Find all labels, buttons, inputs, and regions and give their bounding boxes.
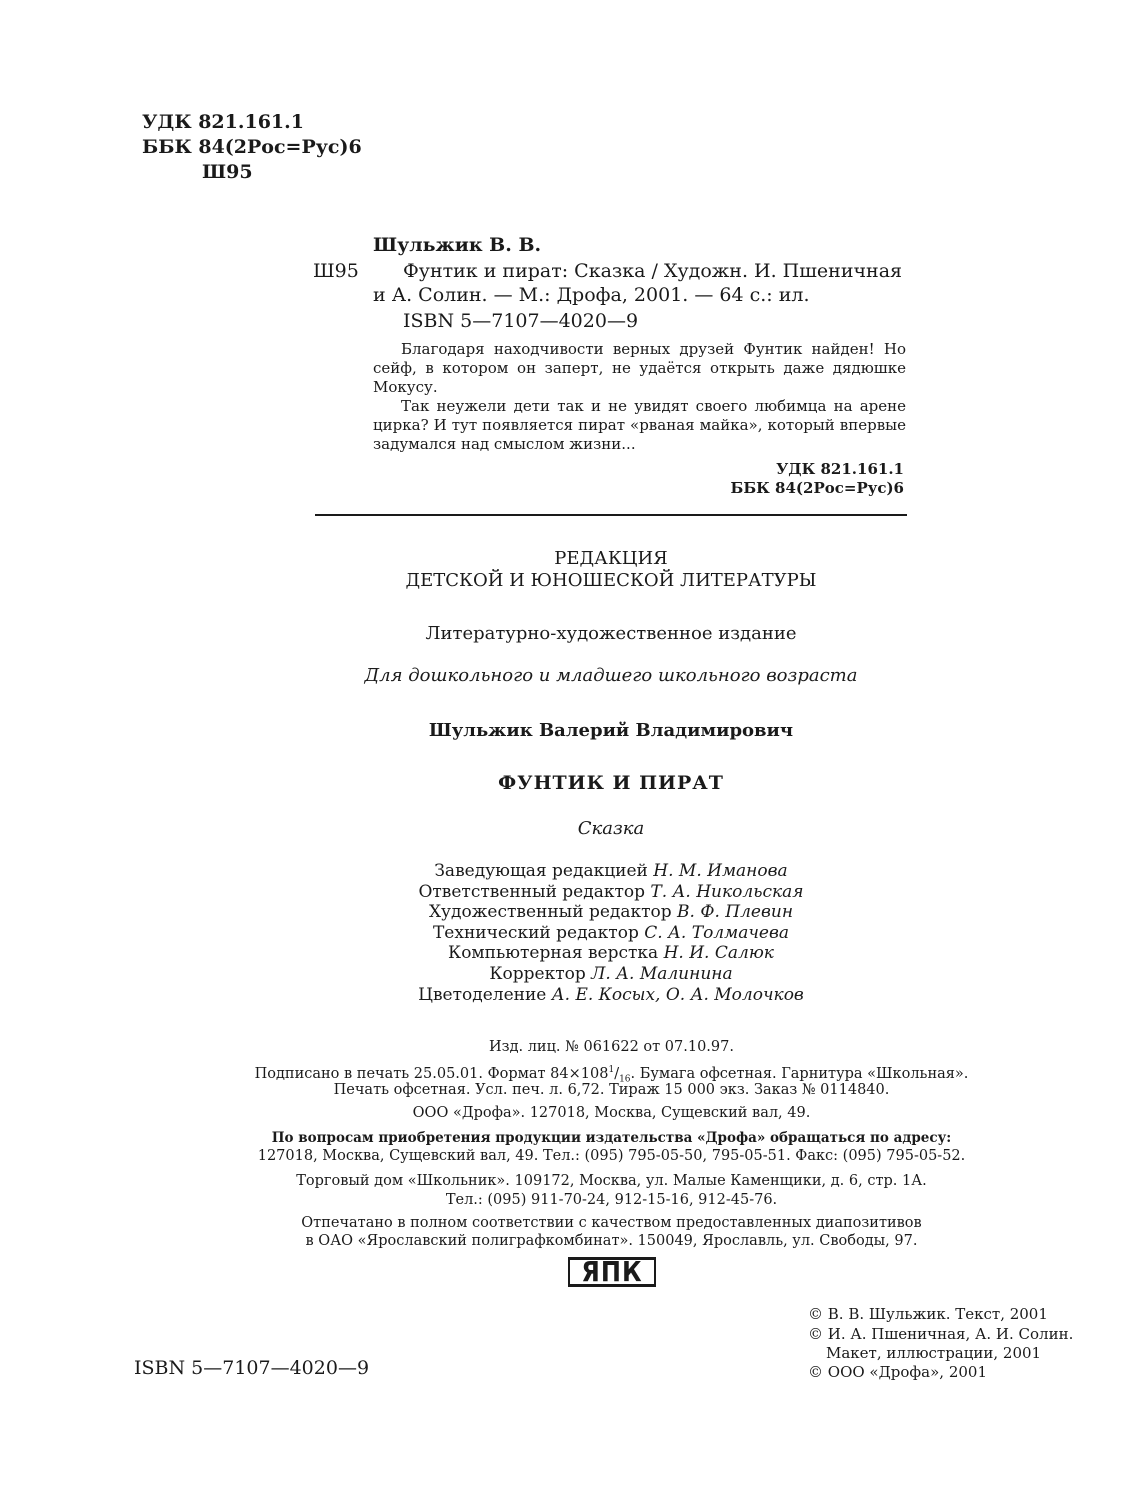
credit-row: Заведующая редакцией Н. М. Иманова (434, 861, 788, 881)
printer-logo: ЯПК (568, 1257, 656, 1287)
bib-author: Шульжик В. В. (373, 234, 542, 256)
inquiry-line-2: 127018, Москва, Сущевский вал, 49. Тел.: (095) 795-05-50, 795-05-51. Факс: (095) 795-05-52. (257, 1148, 966, 1164)
udk-code: УДК 821.161.1 (142, 111, 304, 133)
license-line: Изд. лиц. № 061622 от 07.10.97. (489, 1039, 734, 1055)
author-sign: Ш95 (202, 161, 253, 183)
credit-row: Корректор Л. А. Малинина (489, 963, 733, 984)
bib-isbn: ISBN 5—7107—4020—9 (403, 310, 639, 332)
bib-title-line2: и А. Солин. — М.: Дрофа, 2001. — 64 с.: ил. (373, 284, 810, 306)
edition-audience: Для дошкольного и младшего школьного возраста (364, 665, 858, 686)
bbk-code: ББК 84(2Рос=Рус)6 (142, 136, 362, 158)
printed-line-2: в ОАО «Ярославский полиграфкомбинат». 150049, Ярославль, ул. Свободы, 97. (305, 1233, 918, 1249)
print-line: Печать офсетная. Усл. печ. л. 6,72. Тираж 15 000 экз. Заказ № 0114840. (333, 1082, 890, 1098)
book-genre: Сказка (577, 818, 645, 839)
bib-bbk: ББК 84(2Рос=Рус)6 (730, 479, 904, 497)
bib-author-sign: Ш95 (313, 260, 359, 282)
credit-row: Художественный редактор В. Ф. Плевин (428, 902, 794, 923)
copyright-illustrations: © И. А. Пшеничная, А. И. Солин. (808, 1325, 1074, 1343)
edition-type: Литературно-художественное издание (425, 623, 797, 644)
publisher-line: ООО «Дрофа». 127018, Москва, Сущевский вал, 49. (412, 1105, 811, 1121)
bib-title-line1: Фунтик и пират: Сказка / Художн. И. Пшеничная (403, 260, 903, 282)
signed-line: Подписано в печать 25.05.01. Формат $84\times 108^1/_{16}$. Бумага офсетная. Гарнитура «Школьная». (254, 1065, 969, 1085)
credit-row: Технический редактор С. А. Толмачева (432, 922, 790, 943)
credits-list (313, 861, 909, 1005)
printed-line-1: Отпечатано в полном соответствии с качеством предоставленных диапозитивов (301, 1215, 922, 1231)
author-full-name: Шульжик Валерий Владимирович (428, 720, 794, 741)
copyright-publisher: © ООО «Дрофа», 2001 (808, 1363, 988, 1381)
editorial-line-2: ДЕТСКОЙ И ЮНОШЕСКОЙ ЛИТЕРАТУРЫ (405, 570, 817, 591)
bib-udk: УДК 821.161.1 (776, 460, 904, 478)
annotation-paragraph-2: Так неужели дети так и не увидят своего любимца на арене цирка? И тут появляется пират «рваная майка», который впервые задумался над смыслом жизни... (373, 397, 906, 453)
credit-row: Цветоделение А. Е. Косых, О. А. Молочков (418, 984, 804, 1005)
editorial-line-1: РЕДАКЦИЯ (554, 548, 668, 569)
footer-isbn: ISBN 5—7107—4020—9 (134, 1357, 370, 1379)
copyright-text: © В. В. Шульжик. Текст, 2001 (808, 1305, 1048, 1323)
bib-annotation (373, 340, 906, 454)
copyright-illustrations-cont: Макет, иллюстрации, 2001 (826, 1344, 1042, 1362)
credit-row: Компьютерная верстка Н. И. Салюк (448, 943, 774, 964)
inquiry-line-1: По вопросам приобретения продукции издательства «Дрофа» обращаться по адресу: (271, 1130, 952, 1146)
annotation-paragraph-1: Благодаря находчивости верных друзей Фунтик найден! Но сейф, в котором он заперт, не удаётся открыть даже дядюшке Мокусу. (373, 340, 906, 396)
trade-line-2: Тел.: (095) 911-70-24, 912-15-16, 912-45-76. (445, 1192, 778, 1208)
book-title: ФУНТИК И ПИРАТ (498, 772, 724, 794)
divider-rule (315, 514, 907, 516)
trade-line-1: Торговый дом «Школьник». 109172, Москва, ул. Малые Каменщики, д. 6, стр. 1А. (296, 1173, 927, 1189)
credit-row: Ответственный редактор Т. А. Никольская (418, 881, 804, 902)
